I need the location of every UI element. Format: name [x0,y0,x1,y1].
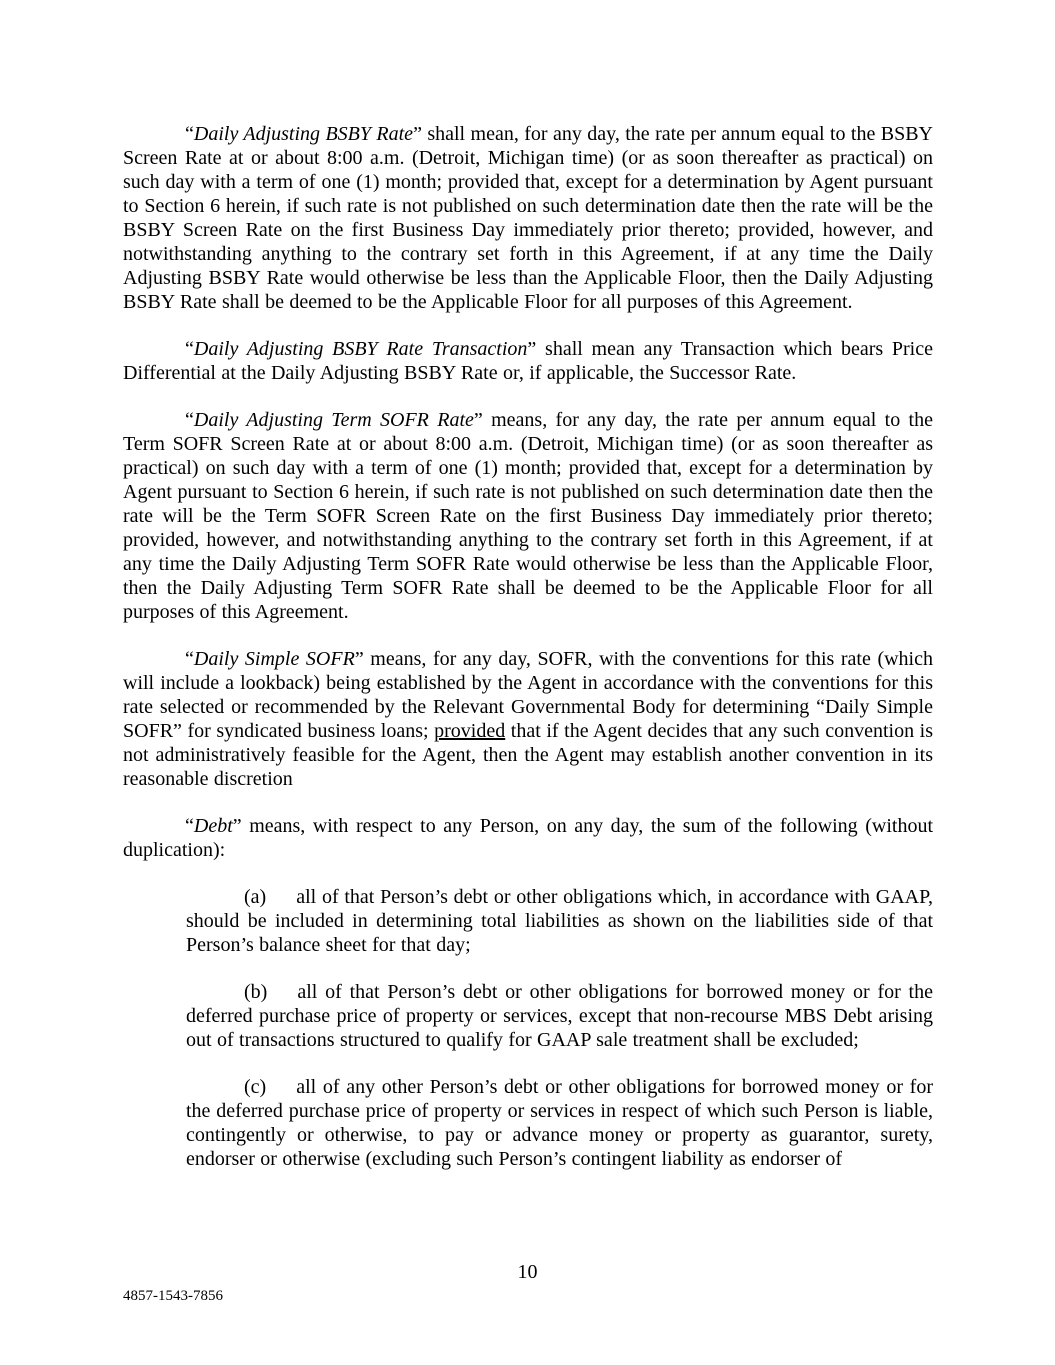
paragraph [186,885,933,957]
text-run: (a) [244,886,267,908]
document-control-number: 4857-1543-7856 [123,1288,223,1304]
paragraph [123,122,933,314]
paragraph [186,980,933,1052]
text-run: Daily Adjusting BSBY Rate [193,123,414,145]
text-run: Daily Simple SOFR [193,648,355,670]
text-run: all of that Person’s debt or other obligations for borrowed money or for the deferred purchase price of property or services, except that non-recourse MBS Debt arising out of transactions structured to qualify for GAAP sale treatment shall be excluded; [186,981,933,1051]
document-body [123,122,933,1171]
text-run: provided [434,720,506,742]
paragraph [123,814,933,862]
text-run: “ [185,815,194,837]
text-run: ” shall mean, for any day, the rate per annum equal to the BSBY Screen Rate at or about 8:00 a.m. (Detroit, Michigan time) (or as soon thereafter as practical) on such day with a term of one (1) month; provided that, except for a determination by Agent pursuant to Section 6 herein, if such rate is not published on such determination date then the rate will be the BSBY Screen Rate on the first Business Day immediately prior thereto; provided, however, and notwithstanding anything to the contrary set forth in this Agreement, if at any time the Daily Adjusting BSBY Rate would otherwise be less than the Applicable Floor, then the Daily Adjusting BSBY Rate shall be deemed to be the Applicable Floor for all purposes of this Agreement. [123,123,933,313]
text-run: “ [185,123,194,145]
text-run: Daily Adjusting Term SOFR Rate [193,409,474,431]
text-run: (b) [244,981,268,1003]
page-number: 10 [517,1261,538,1283]
paragraph [186,1075,933,1171]
text-run: ” means, with respect to any Person, on any day, the sum of the following (without duplication): [123,815,933,861]
text-run: that if the Agent decides that any such convention is not administratively feasible for the Agent, then the Agent may establish another convention in its reasonable discretion [123,720,933,790]
paragraph [123,647,933,791]
text-run: Daily Adjusting BSBY Rate Transaction [193,338,528,360]
text-run: (c) [244,1076,267,1098]
text-run: ” means, for any day, the rate per annum equal to the Term SOFR Screen Rate at or about 8:00 a.m. (Detroit, Michigan time) (or as soon thereafter as practical) on such day with a term of one (1) month; provided that, except for a determination by Agent pursuant to Section 6 herein, if such rate is not published on such determination date then the rate will be the Term SOFR Screen Rate on the first Business Day immediately prior thereto; provided, however, and notwithstanding anything to the contrary set forth in this Agreement, if at any time the Daily Adjusting Term SOFR Rate would otherwise be less than the Applicable Floor, then the Daily Adjusting Term SOFR Rate shall be deemed to be the Applicable Floor for all purposes of this Agreement. [123,409,933,623]
text-run: “ [185,338,194,360]
text-run: “ [185,409,194,431]
text-run: Debt [193,815,233,837]
text-run: ” means, for any day, SOFR, with the conventions for this rate (which will include a lookback) being established by the Agent in accordance with the conventions for this rate selected or recommended by the Relevant Governmental Body for determining “Daily Simple SOFR” for syndicated business loans; [123,648,933,742]
paragraph [123,337,933,385]
text-run: all of any other Person’s debt or other obligations for borrowed money or for the deferred purchase price of property or services in respect of which such Person is liable, contingently or otherwise, to pay or advance money or property as guarantor, surety, endorser or otherwise (excluding such Person’s contingent liability as endorser of [186,1076,933,1170]
text-run: all of that Person’s debt or other obligations which, in accordance with GAAP, should be included in determining total liabilities as shown on the liabilities side of that Person’s balance sheet for that day; [186,886,933,956]
paragraph [123,408,933,624]
text-run: “ [185,648,194,670]
text-run: ” shall mean any Transaction which bears Price Differential at the Daily Adjusting BSBY Rate or, if applicable, the Successor Rate. [123,338,933,384]
